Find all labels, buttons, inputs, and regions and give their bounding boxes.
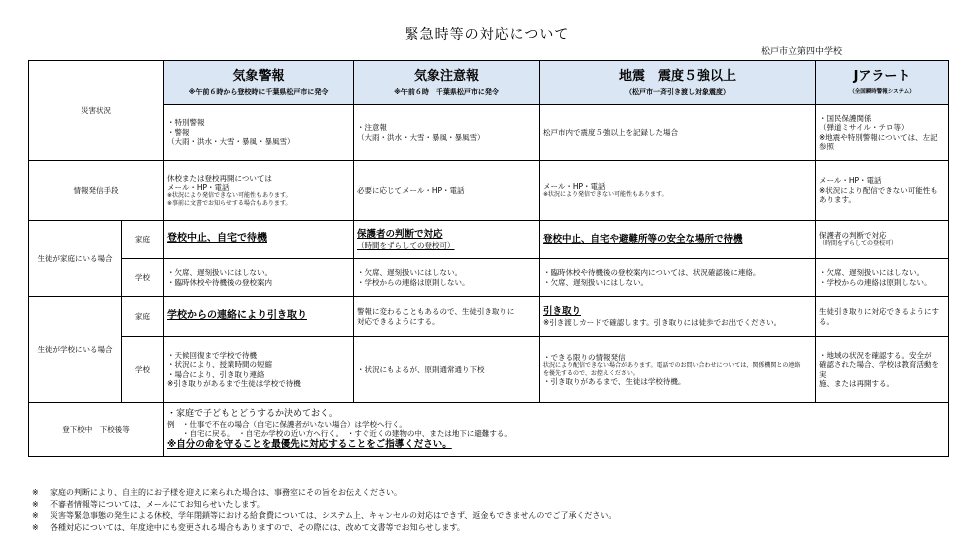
disaster-jalert (816, 105, 949, 161)
at-home-school-row (29, 259, 949, 297)
cell-line: 生徒引き取りに対応できるようにする。 (819, 307, 939, 326)
at-school-family-row (29, 297, 949, 337)
col-header-jalert (816, 61, 949, 105)
at-school-school-jalert (816, 337, 949, 403)
info-row (29, 161, 949, 221)
at-school-family-earthquake (540, 297, 816, 337)
disaster-row (29, 105, 949, 161)
cell-line: ・状況にもよるが、原則通常通り下校 (357, 364, 485, 374)
header-row (29, 61, 949, 105)
cell-line: ・天候回復まで学校で待機 (167, 350, 257, 360)
row-label-info: 情報発信手段 (29, 161, 164, 221)
school-name: 松戸市立第四中学校 (760, 47, 842, 57)
note-text: 災害等緊急事態の発生による休校、学年閉鎖等における給食費については、システム上、キャンセルの対応はできず、返金もできませんのでご了承ください。 (50, 511, 617, 521)
col-subtitle: （松戸市一斉引き渡し対象震度） (625, 87, 730, 96)
cell-line: ・欠席、遅刻扱いにはしない。 (357, 268, 462, 278)
cell-note: ※事前に文書でお知らせする場合もあります。 (167, 199, 292, 207)
at-home-school-earthquake (540, 259, 816, 297)
disaster-label: 災害状況 (81, 105, 111, 115)
cell-line: 警報に変わることもあるので、生徒引き取りに (357, 307, 515, 317)
footnote (32, 499, 616, 511)
cell-line: ・臨時休校や待機後の登校案内については、状況確認後に連絡。 (543, 268, 761, 278)
at-home-school-jalert (816, 259, 949, 297)
cell-line: （時間をずらしての登校可） (357, 240, 455, 250)
footnote (32, 510, 616, 522)
cell-line: ※状況により配信できない可能性もあります。 (819, 185, 938, 205)
at-school-school-row (29, 337, 949, 403)
at-home-family-row (29, 221, 949, 259)
cell-line: ・できる限りの情報発信 (543, 352, 626, 362)
emphasis-text: 登校中止、自宅や避難所等の安全な場所で待機 (543, 233, 743, 245)
cell-line: ・国民保護関係 (819, 113, 872, 123)
col-subtitle: ※午前６時から登校時に千葉県松戸市に発令 (188, 87, 329, 96)
commute-row (29, 403, 949, 457)
sub-label-school: 学校 (122, 337, 164, 403)
at-home-family-warning (164, 221, 354, 259)
at-school-school-advisory (354, 337, 540, 403)
cell-line: ・臨時休校や待機後の登校案内 (167, 277, 272, 287)
emphasis-text: 保護者の判断で対応 (357, 228, 443, 240)
note-text: 各種対応については、年度途中にも変更される場合もありますので、その際には、改めて文書等でお知らせします。 (50, 522, 465, 532)
info-earthquake (540, 161, 816, 221)
col-subtitle: （全国瞬時警報システム） (849, 88, 915, 95)
at-school-family-advisory (354, 297, 540, 337)
col-title: Jアラート (853, 69, 911, 85)
note-mark: ※ (32, 499, 39, 509)
cell-line: ・欠席、遅刻扱いにはしない。 (819, 268, 924, 278)
footnotes (32, 487, 616, 533)
footnote (32, 522, 616, 534)
info-jalert (816, 161, 949, 221)
cell-line: メール・HP・電話 (819, 176, 882, 186)
row-label-disaster (29, 61, 164, 161)
col-header-warning (164, 61, 354, 105)
cell-line: ・注意報 (357, 123, 387, 133)
at-school-family-warning (164, 297, 354, 337)
note-text: 家庭の判断により、自主的にお子様を迎えに来られた場合は、事務室にその旨をお伝えください。 (50, 488, 402, 497)
emphasis-text: 学校からの連絡により引き取り (167, 310, 307, 322)
cell-line: ・学校からの連絡は原則しない。 (357, 277, 470, 287)
cell-line: 必要に応じてメール・HP・電話 (357, 185, 465, 195)
cell-line: （弾道ミサイル・テロ等） (819, 123, 909, 133)
cell-line: ・欠席、遅刻扱いにはしない。 (543, 277, 648, 287)
page-title: 緊急時等の対応について (404, 27, 570, 43)
emphasis-text: ※自分の命を守ることを最優先に対応することをご指導ください。 (167, 438, 452, 450)
cell-line: ※引き取りがあるまで生徒は学校で待機 (167, 378, 301, 388)
note-mark: ※ (32, 522, 39, 532)
at-home-family-jalert (816, 221, 949, 259)
cell-note: ※状況により発信できない可能性もあります。 (167, 192, 292, 200)
cell-line: ・状況により、授業時間の短縮 (167, 360, 272, 370)
note-text: 不審者情報等については、メールにてお知らせいたします。 (50, 499, 265, 509)
col-header-advisory (354, 61, 540, 105)
at-school-school-warning (164, 337, 354, 403)
note-mark: ※ (32, 511, 39, 521)
cell-line: ・家庭で子どもとどうするか決めておく。 (167, 408, 338, 419)
sub-label-family: 家庭 (122, 221, 164, 259)
cell-line: 施、または再開する。 (819, 378, 894, 388)
at-school-school-earthquake (540, 337, 816, 403)
disaster-advisory (354, 105, 540, 161)
response-table (28, 60, 949, 457)
cell-line: （大雨・洪水・大雪・暴風・暴風雪） (167, 137, 295, 147)
cell-line: 休校または登校再開については (167, 173, 272, 183)
disaster-earthquake (540, 105, 816, 161)
note-mark: ※ (32, 488, 39, 497)
at-school-family-jalert (816, 297, 949, 337)
sub-label-family: 家庭 (122, 297, 164, 337)
cell-line: ・引き取りがあるまで、生徒は学校待機。 (543, 377, 686, 386)
cell-line: ※引き渡しカードで確認します。引き取りには徒歩でお出でください。 (543, 317, 782, 327)
cell-line: ・欠席、遅刻扱いにはしない。 (167, 268, 272, 278)
info-advisory (354, 161, 540, 221)
emphasis-text: 引き取り (543, 305, 582, 317)
col-title: 気象注意報 (413, 68, 479, 84)
row-label-commute: 登下校中 下校後等 (29, 403, 164, 457)
emphasis-text: 登校中止、自宅で待機 (167, 233, 267, 245)
at-home-school-advisory (354, 259, 540, 297)
at-home-family-advisory (354, 221, 540, 259)
at-home-family-earthquake (540, 221, 816, 259)
cell-line: ・場合により、引き取り連絡 (167, 369, 265, 379)
cell-line: ・特別警報 (167, 118, 205, 128)
cell-line: 例 ・仕事で不在の場合（自宅に保護者がいない場合）は学校へ行く。 (167, 419, 407, 429)
footnote (32, 487, 616, 499)
cell-line: 対応できるようにする。 (357, 316, 440, 326)
cell-note: を優先するので、お控えください。 (543, 369, 639, 377)
commute-content (164, 403, 949, 457)
cell-note: 状況により配信できない場合があります。電話でのお問い合わせについては、関係機関との連絡 (543, 362, 801, 369)
cell-note: ※状況により発信できない可能性もあります。 (543, 191, 668, 199)
disaster-warning (164, 105, 354, 161)
cell-line: （時間をずらしての登校可） (819, 240, 898, 248)
info-warning (164, 161, 354, 221)
group-label-at-home: 生徒が家庭にいる場合 (29, 221, 122, 297)
col-title: 地震 震度５強以上 (618, 68, 736, 84)
sub-label-school: 学校 (122, 259, 164, 297)
cell-line: ・学校からの連絡は原則しない。 (819, 277, 932, 287)
cell-line: 保護者の判断で対応 (819, 231, 887, 241)
col-header-earthquake (540, 61, 816, 105)
group-label-at-school: 生徒が学校にいる場合 (29, 297, 122, 403)
cell-line: ・警報 (167, 127, 190, 137)
col-subtitle: ※午前６時 千葉県松戸市に発令 (394, 87, 499, 96)
at-home-school-warning (164, 259, 354, 297)
cell-line: 松戸市内で震度５強以上を記録した場合 (543, 127, 678, 137)
cell-line: 確認された場合、学校は教育活動を実 (819, 360, 939, 379)
cell-line: ・地域の状況を確認する。安全が (819, 350, 932, 360)
cell-line: ※地震や特別警報については、左記参照 (819, 132, 938, 151)
col-title: 気象警報 (232, 68, 285, 84)
cell-line: （大雨・洪水・大雪・暴風・暴風雪） (357, 132, 485, 142)
cell-line: メール・HP・電話 (167, 183, 230, 192)
cell-line: メール・HP・電話 (543, 182, 606, 192)
cell-line: ・自宅に戻る。 ・自宅か学校の近い方へ行く。 ・すぐ近くの建物の中、または地下に避難する。 (167, 429, 512, 439)
